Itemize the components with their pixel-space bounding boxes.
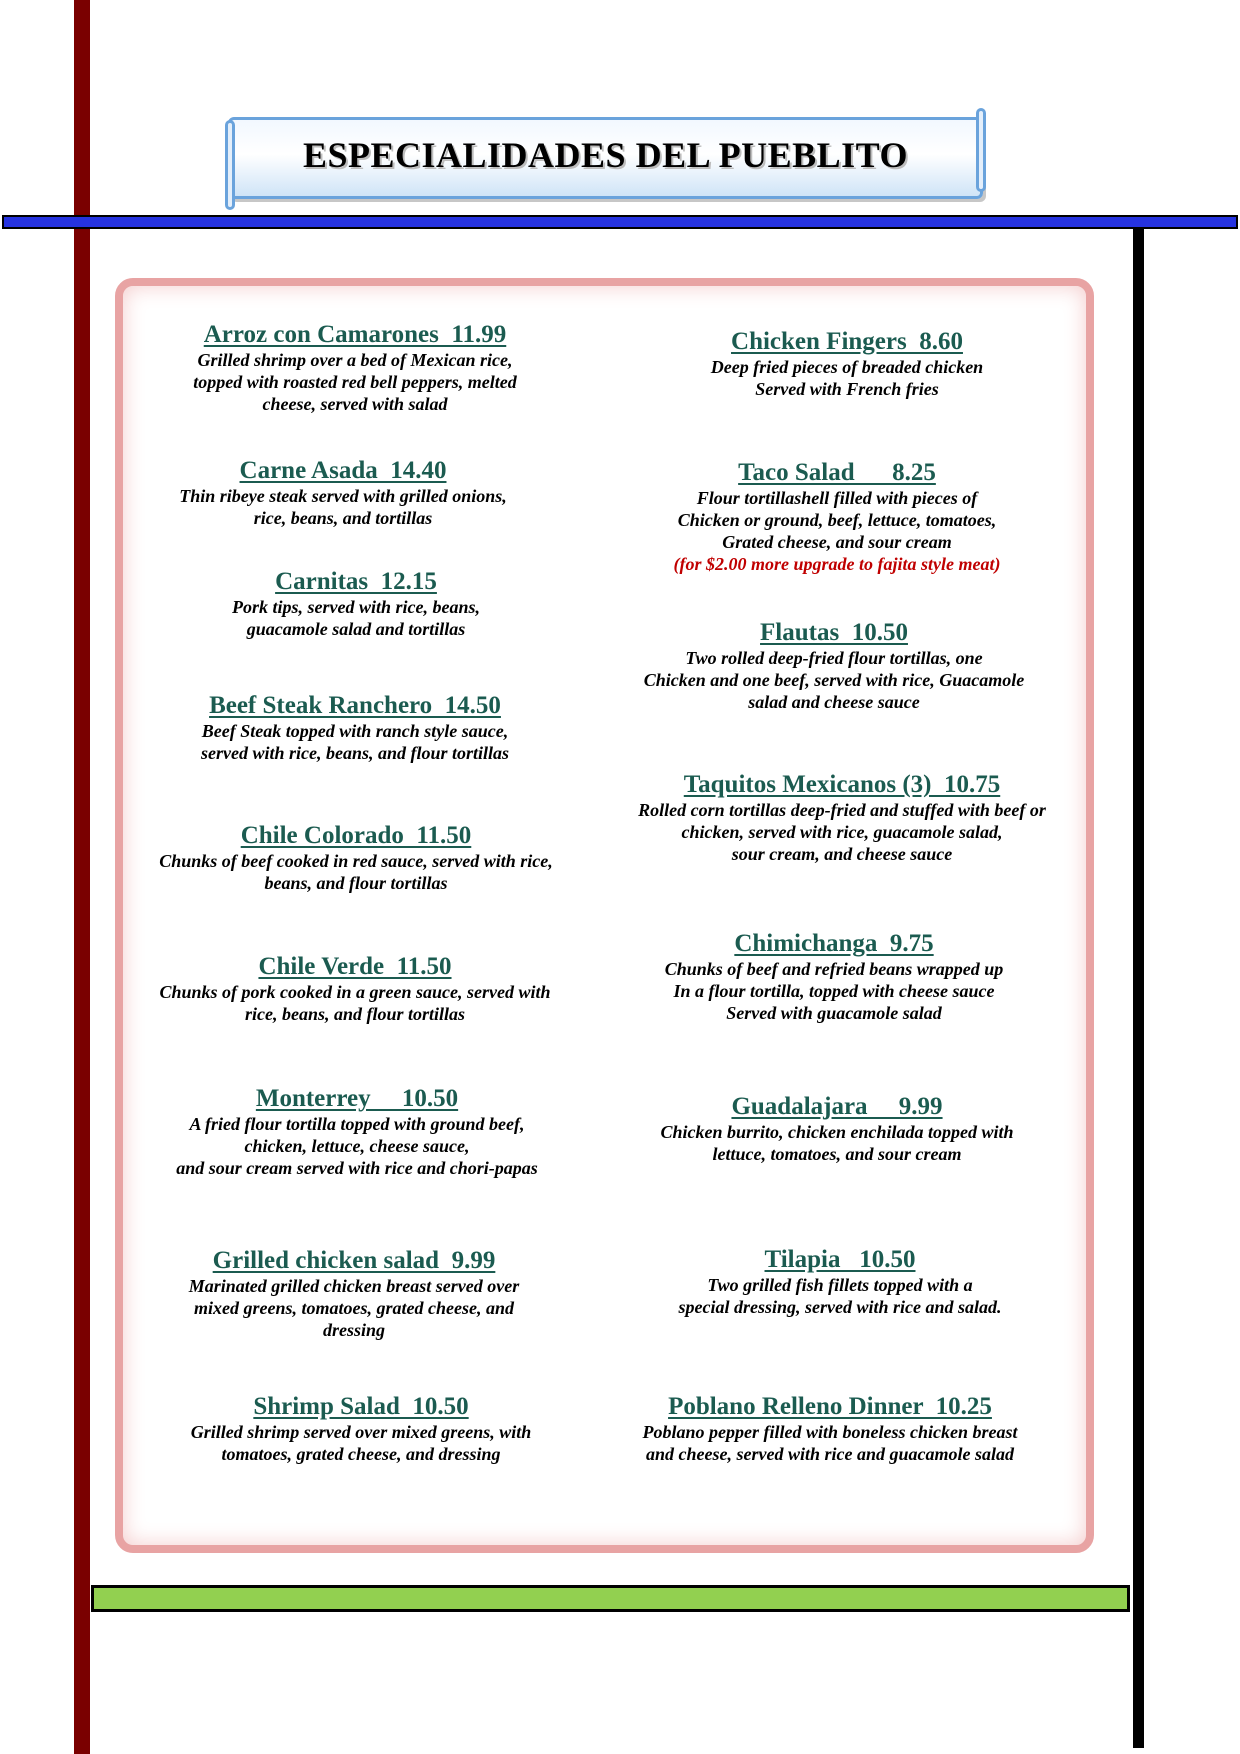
menu-item-description: Chunks of beef cooked in red sauce, served with rice, beans, and flour tortillas — [159, 851, 553, 893]
menu-item-name: Guadalajara 9.99 — [731, 1093, 943, 1120]
upgrade-note: (for $2.00 more upgrade to fajita style meat) — [673, 554, 1001, 574]
menu-item-chimichanga — [574, 930, 1094, 1024]
menu-item-description: Deep fried pieces of breaded chicken Served with French fries — [710, 357, 984, 399]
menu-item-name: Arroz con Camarones 11.99 — [203, 321, 507, 348]
menu-item-beef-steak-ranchero — [95, 692, 615, 764]
menu-item-description: Two rolled deep-fried flour tortillas, one Chicken and one beef, served with rice, Guacamole salad and cheese sauce — [643, 648, 1025, 712]
menu-item-name: Flautas 10.50 — [760, 619, 908, 646]
menu-item-grilled-chicken-salad — [94, 1247, 614, 1341]
menu-item-name: Tilapia 10.50 — [764, 1246, 916, 1273]
menu-item-poblano-relleno-dinner — [570, 1393, 1090, 1465]
menu-item-description: Two grilled fish fillets topped with a special dressing, served with rice and salad. — [678, 1275, 1002, 1317]
page-title: ESPECIALIDADES DEL PUEBLITO — [302, 135, 909, 175]
menu-item-description: Beef Steak topped with ranch style sauce, served with rice, beans, and flour tortillas — [200, 721, 510, 763]
menu-item-description: Rolled corn tortillas deep-fried and stuffed with beef or chicken, served with rice, guacamole salad, sour cream, and cheese sauce — [638, 800, 1046, 864]
green-footer-bar — [91, 1585, 1130, 1612]
menu-item-flautas — [574, 619, 1094, 713]
menu-item-monterrey — [97, 1085, 617, 1179]
menu-item-name: Taquitos Mexicanos (3) 10.75 — [683, 771, 1001, 798]
menu-item-description: Flour tortillashell filled with pieces of Chicken or ground, beef, lettuce, tomatoes, Grated cheese, and sour cream — [677, 488, 997, 552]
menu-item-name: Carnitas 12.15 — [275, 568, 437, 595]
menu-item-description: Chunks of beef and refried beans wrapped up In a flour tortilla, topped with cheese sauce Served with guacamole salad — [664, 959, 1004, 1023]
menu-item-chicken-fingers — [587, 328, 1107, 400]
menu-item-description: Chicken burrito, chicken enchilada topped with lettuce, tomatoes, and sour cream — [660, 1122, 1014, 1164]
menu-item-name: Carne Asada 14.40 — [239, 457, 447, 484]
blue-divider-bar — [2, 215, 1238, 229]
menu-item-description: Poblano pepper filled with boneless chicken breast and cheese, served with rice and guacamole salad — [642, 1422, 1018, 1464]
menu-item-taquitos-mexicanos — [582, 771, 1102, 865]
title-banner — [228, 117, 983, 199]
left-border-bar — [74, 0, 90, 1754]
menu-item-name: Chile Verde 11.50 — [258, 953, 452, 980]
menu-item-name: Chicken Fingers 8.60 — [731, 328, 963, 355]
menu-item-name: Monterrey 10.50 — [255, 1085, 459, 1112]
menu-item-name: Shrimp Salad 10.50 — [253, 1393, 469, 1420]
menu-item-chile-verde — [95, 953, 615, 1025]
menu-item-description: Grilled shrimp over a bed of Mexican rice, topped with roasted red bell peppers, melted cheese, served with salad — [193, 350, 517, 414]
menu-item-chile-colorado — [96, 822, 616, 894]
menu-item-tilapia — [580, 1246, 1100, 1318]
menu-item-shrimp-salad — [101, 1393, 621, 1465]
menu-item-description: A fried flour tortilla topped with ground beef, chicken, lettuce, cheese sauce, and sour cream served with rice and chori-papas — [176, 1114, 538, 1178]
menu-item-name: Beef Steak Ranchero 14.50 — [209, 692, 501, 719]
menu-item-taco-salad — [577, 459, 1097, 575]
right-border-bar — [1133, 226, 1144, 1748]
menu-item-description: Pork tips, served with rice, beans, guacamole salad and tortillas — [232, 597, 480, 639]
menu-item-carne-asada — [83, 457, 603, 529]
menu-item-name: Poblano Relleno Dinner 10.25 — [668, 1393, 992, 1420]
menu-item-name: Chimichanga 9.75 — [734, 930, 934, 957]
menu-item-description: Thin ribeye steak served with grilled onions, rice, beans, and tortillas — [179, 486, 507, 528]
menu-item-description: Chunks of pork cooked in a green sauce, served with rice, beans, and flour tortillas — [159, 982, 551, 1024]
menu-item-guadalajara — [577, 1093, 1097, 1165]
menu-item-description: Marinated grilled chicken breast served over mixed greens, tomatoes, grated cheese, and dressing — [188, 1276, 520, 1340]
menu-item-name: Taco Salad 8.25 — [738, 459, 936, 486]
menu-item-name: Grilled chicken salad 9.99 — [212, 1247, 496, 1274]
menu-item-carnitas — [96, 568, 616, 640]
menu-item-arroz-con-camarones — [95, 321, 615, 415]
menu-item-name: Chile Colorado 11.50 — [240, 822, 472, 849]
menu-item-description: Grilled shrimp served over mixed greens, with tomatoes, grated cheese, and dressing — [190, 1422, 532, 1464]
